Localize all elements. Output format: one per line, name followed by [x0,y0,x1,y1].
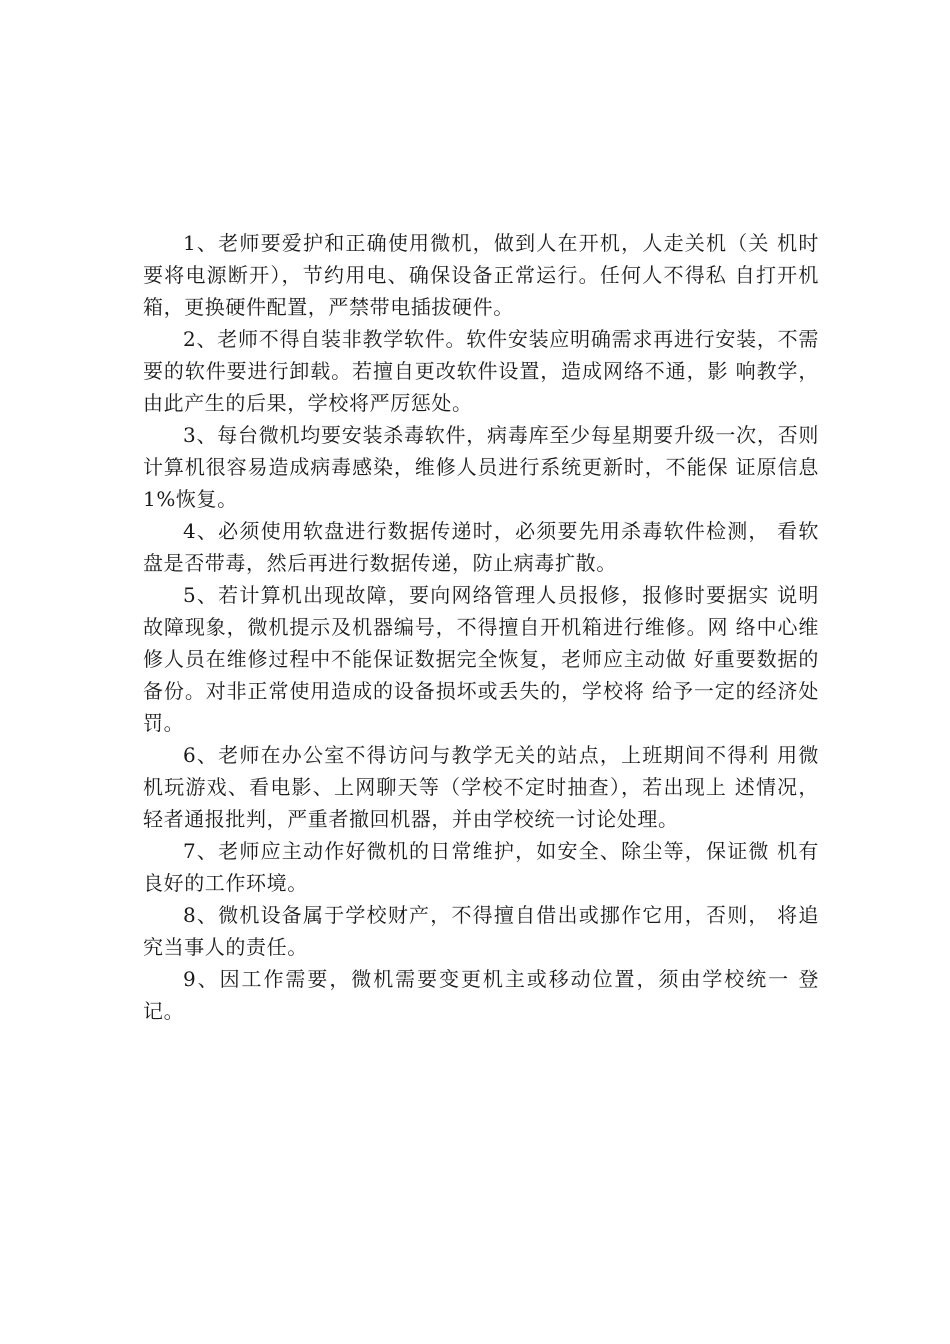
rule-paragraph-2: 2、老师不得自装非教学软件。软件安装应明确需求再进行安装，不需要的软件要进行卸载。若擅自更改软件设置，造成网络不通，影 响教学，由此产生的后果，学校将严厉惩处。 [143,327,819,415]
document-body [143,227,819,1027]
rule-paragraph-7: 7、老师应主动作好微机的日常维护，如安全、除尘等，保证微 机有良好的工作环境。 [143,839,819,895]
rule-paragraph-6: 6、老师在办公室不得访问与教学无关的站点，上班期间不得利 用微机玩游戏、看电影、上网聊天等（学校不定时抽查），若出现上 述情况，轻者通报批判，严重者撤回机器，并由学校统一讨论处理。 [143,743,819,831]
rule-paragraph-8: 8、微机设备属于学校财产，不得擅自借出或挪作它用，否则， 将追究当事人的责任。 [143,903,819,959]
rule-paragraph-4: 4、必须使用软盘进行数据传递时，必须要先用杀毒软件检测， 看软盘是否带毒，然后再进行数据传递，防止病毒扩散。 [143,519,819,575]
rule-paragraph-1: 1、老师要爱护和正确使用微机，做到人在开机，人走关机（关 机时要将电源断开），节约用电、确保设备正常运行。任何人不得私 自打开机箱，更换硬件配置，严禁带电插拔硬件。 [143,231,819,319]
rule-paragraph-5: 5、若计算机出现故障，要向网络管理人员报修，报修时要据实 说明故障现象，微机提示及机器编号，不得擅自开机箱进行维修。网 络中心维修人员在维修过程中不能保证数据完全恢复，老师应主动做 好重要数据的备份。对非正常使用造成的设备损坏或丢失的，学校将 给予一定的经济处罚。 [143,583,819,735]
rule-paragraph-3: 3、每台微机均要安装杀毒软件，病毒库至少每星期要升级一次，否则计算机很容易造成病毒感染，维修人员进行系统更新时，不能保 证原信息1%恢复。 [143,423,819,511]
rule-paragraph-9: 9、因工作需要，微机需要变更机主或移动位置，须由学校统一 登记。 [143,967,819,1023]
